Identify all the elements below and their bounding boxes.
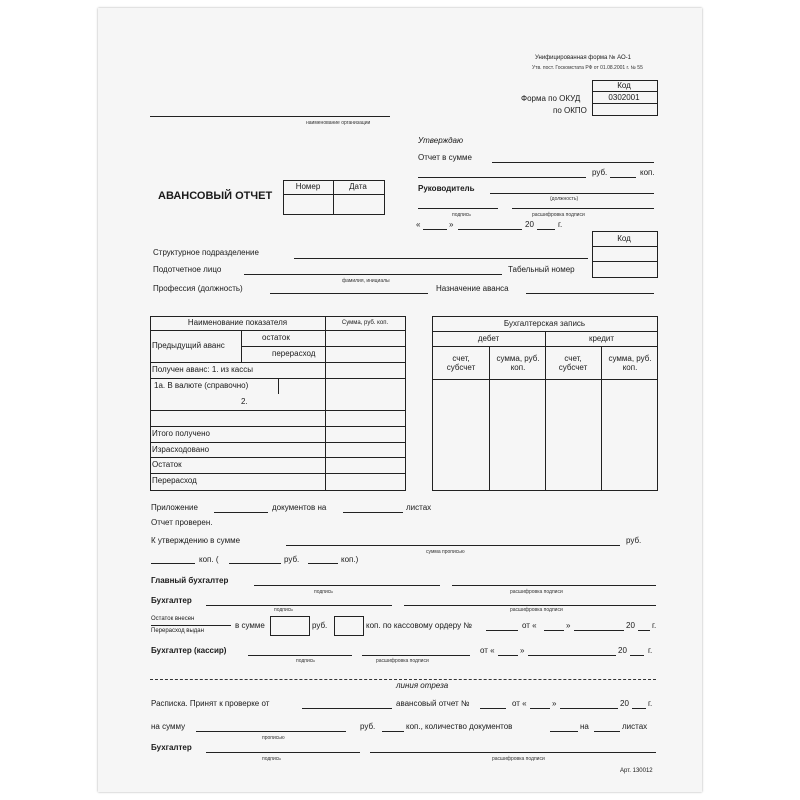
department-label: Структурное подразделение xyxy=(153,248,259,257)
in-sum-label: в сумме xyxy=(235,621,265,630)
debit-account-label: счет, субсчет xyxy=(446,353,476,372)
col-indicator-name: Наименование показателя xyxy=(187,318,288,328)
rest-label: Остаток xyxy=(152,460,182,469)
in-sum-rub-box xyxy=(270,616,310,636)
rub2-label: руб. xyxy=(284,555,300,564)
on-sum-label: на сумму xyxy=(151,722,186,731)
article-number: Арт. 130012 xyxy=(620,768,653,774)
okpo-label: по ОКПО xyxy=(553,106,587,115)
overrun-label: Перерасход xyxy=(152,476,197,485)
kop-order-label: коп. по кассовому ордеру № xyxy=(366,621,472,630)
head-signature-line xyxy=(418,208,498,209)
accountable-line xyxy=(244,274,502,275)
profession-label: Профессия (должность) xyxy=(153,284,243,293)
advance-report-no-label: авансовый отчет № xyxy=(396,699,470,708)
rub3-label: руб. xyxy=(312,621,328,630)
credit-amount-label: сумма, руб. коп. xyxy=(608,353,652,372)
head-decode-caption: расшифровка подписи xyxy=(532,212,585,218)
spent-label: Израсходовано xyxy=(152,445,210,454)
overspend-label: перерасход xyxy=(272,349,316,358)
approval-sum-line-2 xyxy=(418,177,586,178)
okud-value: 0302001 xyxy=(608,93,640,102)
cashier-signature-line xyxy=(248,655,352,656)
cut-line xyxy=(150,679,656,680)
chief-signature-line xyxy=(254,585,440,586)
cashier-label: Бухгалтер (кассир) xyxy=(151,646,227,655)
approval-sum-line-1 xyxy=(492,162,654,163)
debit-amount-label: сумма, руб. коп. xyxy=(496,353,540,372)
position-caption: (должность) xyxy=(550,196,579,202)
kop-docs-label: коп., количество документов xyxy=(406,722,513,731)
head-label: Руководитель xyxy=(418,184,475,193)
received-label: Получен аванс: 1. из кассы xyxy=(152,365,253,374)
chief-accountant-label: Главный бухгалтер xyxy=(151,576,229,585)
cut-line-label: линия отреза xyxy=(396,681,449,690)
okud-label: Форма по ОКУД xyxy=(521,94,581,103)
on-sum-line xyxy=(196,731,346,732)
accounting-entry-title: Бухгалтерская запись xyxy=(503,318,586,328)
attachment-count-line xyxy=(214,512,268,513)
cashier-decode-line xyxy=(362,655,470,656)
attachment-label: Приложение xyxy=(151,503,198,512)
written-caption: прописью xyxy=(262,735,285,741)
kop-open-label: коп. ( xyxy=(199,555,219,564)
form-title: Унифицированная форма № АО-1 xyxy=(535,55,632,61)
approval-kop: коп. xyxy=(640,168,655,177)
credit-label: кредит xyxy=(588,334,615,344)
approval-month-line xyxy=(458,229,522,230)
total-received-label: Итого получено xyxy=(152,429,210,438)
balance-label: остаток xyxy=(262,333,290,342)
purpose-label: Назначение аванса xyxy=(436,284,509,293)
approve-sum-words-line xyxy=(286,545,620,546)
org-caption: наименование организации xyxy=(306,120,371,126)
head-decode-line xyxy=(512,208,654,209)
receipt-label: Расписка. Принят к проверке от xyxy=(151,699,270,708)
name-caption: фамилия, инициалы xyxy=(342,278,390,284)
purpose-line xyxy=(526,293,654,294)
accountant2-label: Бухгалтер xyxy=(151,743,192,752)
overrun-paid-label: Перерасход выдан xyxy=(151,628,204,634)
kop-close-label: коп.) xyxy=(341,555,359,564)
approval-day-line xyxy=(423,229,447,230)
accountable-label: Подотчетное лицо xyxy=(153,265,222,274)
approval-sum-label: Отчет в сумме xyxy=(418,153,472,162)
report-title: АВАНСОВЫЙ ОТЧЕТ xyxy=(158,190,273,202)
code-label: Код xyxy=(617,81,631,90)
foreign-label: 1а. В валюте (справочно) xyxy=(154,381,249,390)
tab-number-label: Табельный номер xyxy=(508,265,575,274)
sum-words-caption: сумма прописью xyxy=(426,549,465,555)
to-approve-label: К утверждению в сумме xyxy=(151,536,241,545)
col-sum: Сумма, руб. коп. xyxy=(341,319,389,326)
item2-label: 2. xyxy=(241,397,248,406)
prev-advance-label: Предыдущий аванс xyxy=(152,341,225,350)
docs-on-label: документов на xyxy=(272,503,327,512)
approval-rub: руб. xyxy=(592,168,608,177)
number-label: Номер xyxy=(295,182,321,191)
chief-decode-line xyxy=(452,585,656,586)
accountant-signature-line xyxy=(206,605,392,606)
approval-year-line xyxy=(537,229,555,230)
fields-code-label: Код xyxy=(617,234,631,243)
approved-by: Утв. пост. Госкомстата РФ от 01.08.2001 г. № 55 xyxy=(532,65,643,71)
org-name-line xyxy=(150,116,390,117)
accountant2-signature-line xyxy=(206,752,360,753)
profession-line xyxy=(270,293,428,294)
checked-label: Отчет проверен. xyxy=(151,518,213,527)
balance-deposited-label: Остаток внесен xyxy=(151,616,195,622)
debit-label: дебет xyxy=(477,334,500,344)
head-position-line xyxy=(490,193,654,194)
in-sum-kop-box xyxy=(334,616,364,636)
sheets2-label: листах xyxy=(622,722,648,731)
accountant-decode-line xyxy=(404,605,656,606)
sheets-label: листах xyxy=(406,503,432,512)
date-label: Дата xyxy=(349,182,367,191)
head-signature-caption: подпись xyxy=(452,212,471,218)
department-line xyxy=(294,258,588,259)
attachment-sheets-line xyxy=(343,512,403,513)
accountant2-decode-line xyxy=(370,752,656,753)
accountant-label: Бухгалтер xyxy=(151,596,192,605)
approve-rub-label: руб. xyxy=(626,536,642,545)
approve-label: Утверждаю xyxy=(418,136,463,145)
credit-account-label: счет, субсчет xyxy=(558,353,588,372)
